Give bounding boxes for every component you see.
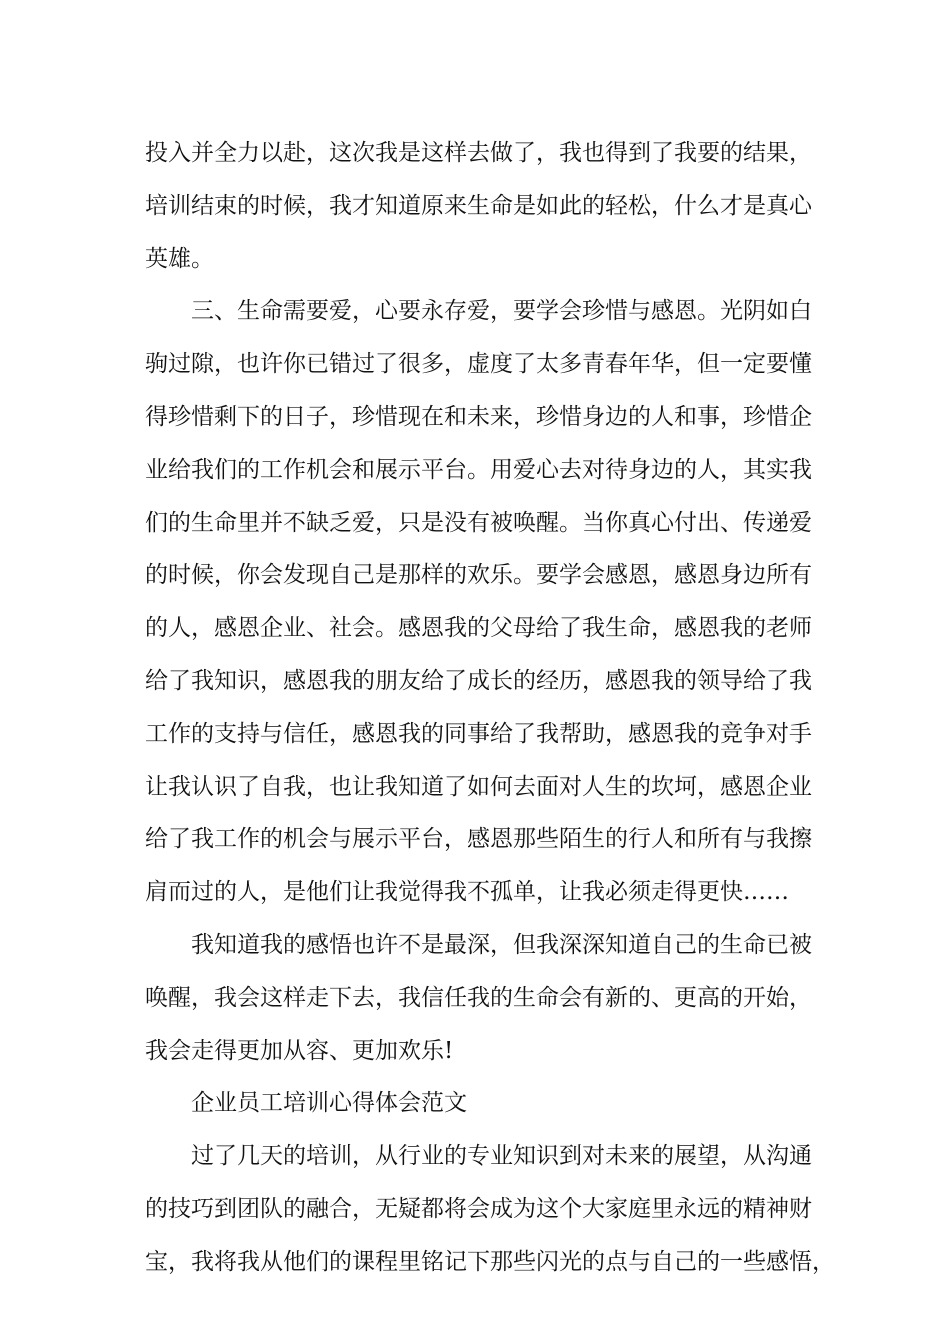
text-line: 我会走得更加从容、更加欢乐!: [145, 1037, 454, 1064]
text-line: 给了我知识，感恩我的朋友给了成长的经历，感恩我的领导给了我: [145, 667, 812, 694]
text-line: 投入并全力以赴，这次我是这样去做了，我也得到了我要的结果，: [145, 140, 812, 166]
text-line: 的时候，你会发现自己是那样的欢乐。要学会感恩，感恩身边所有: [145, 562, 812, 589]
text-line: 三、生命需要爱，心要永存爱，要学会珍惜与感恩。光阴如白: [191, 298, 812, 325]
text-line: 培训结束的时候，我才知道原来生命是如此的轻松，什么才是真心: [145, 192, 812, 219]
text-line: 得珍惜剩下的日子，珍惜现在和未来，珍惜身边的人和事，珍惜企: [145, 403, 812, 430]
text-line: 我知道我的感悟也许不是最深，但我深深知道自己的生命已被: [191, 931, 812, 958]
text-line: 工作的支持与信任，感恩我的同事给了我帮助，感恩我的竞争对手: [145, 720, 812, 747]
text-line: 们的生命里并不缺乏爱，只是没有被唤醒。当你真心付出、传递爱: [145, 509, 812, 536]
text-line: 宝，我将我从他们的课程里铭记下那些闪光的点与自己的一些感悟，: [145, 1248, 835, 1275]
section-title: 企业员工培训心得体会范文: [191, 1090, 467, 1117]
text-line: 过了几天的培训，从行业的专业知识到对未来的展望，从沟通: [191, 1143, 812, 1170]
text-line: 英雄。: [145, 245, 214, 272]
text-line: 让我认识了自我，也让我知道了如何去面对人生的坎坷，感恩企业: [145, 773, 812, 800]
text-line: 业给我们的工作机会和展示平台。用爱心去对待身边的人，其实我: [145, 456, 812, 483]
text-line: 给了我工作的机会与展示平台，感恩那些陌生的行人和所有与我擦: [145, 826, 812, 853]
document-body: [145, 127, 835, 1289]
text-line: 驹过隙，也许你已错过了很多，虚度了太多青春年华，但一定要懂: [145, 351, 812, 378]
text-line: 唤醒，我会这样走下去，我信任我的生命会有新的、更高的开始，: [145, 984, 812, 1011]
text-line: 肩而过的人，是他们让我觉得我不孤单，让我必须走得更快……: [145, 879, 789, 906]
text-line: 的技巧到团队的融合，无疑都将会成为这个大家庭里永远的精神财: [145, 1195, 812, 1222]
text-line: 的人，感恩企业、社会。感恩我的父母给了我生命，感恩我的老师: [145, 615, 812, 642]
